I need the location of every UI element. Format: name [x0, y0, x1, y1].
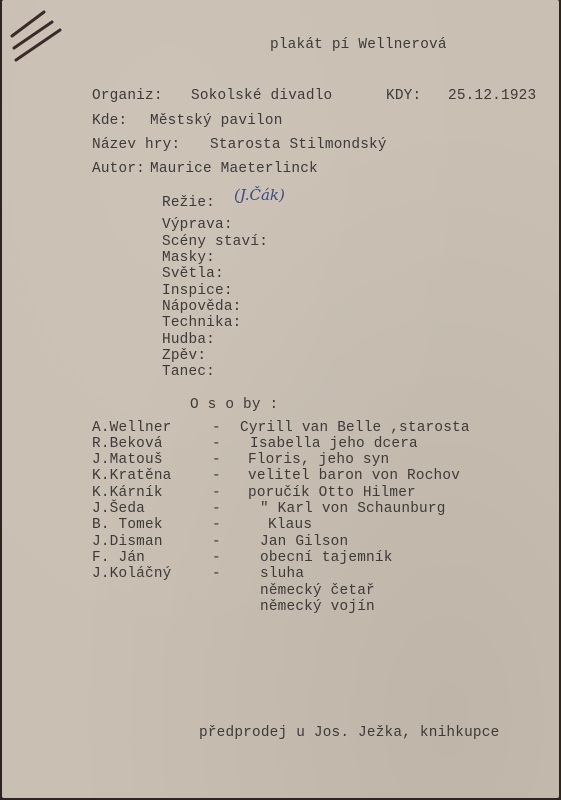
cast-role: Jan Gilson: [260, 534, 349, 550]
crew-item: Zpěv:: [162, 348, 207, 364]
cast-dash: -: [212, 566, 221, 582]
cast-actor: J.Disman: [92, 534, 163, 550]
crew-item: Světla:: [162, 266, 224, 282]
crew-item: Masky:: [162, 250, 216, 266]
crew-item: Inspice:: [162, 283, 233, 299]
cast-dash: -: [212, 534, 221, 550]
cast-role: obecní tajemník: [260, 550, 393, 566]
cast-dash: -: [212, 420, 221, 436]
crew-item: Scény staví:: [162, 234, 269, 250]
organizer-value: Sokolské divadlo: [191, 88, 333, 104]
cast-dash: -: [212, 485, 221, 501]
cast-actor: K.Kratěna: [92, 468, 172, 484]
cast-dash: -: [212, 517, 221, 533]
cast-role: velitel baron von Rochov: [248, 468, 461, 484]
crew-item: Nápověda:: [162, 299, 242, 315]
cast-dash: -: [212, 468, 221, 484]
cast-actor: J.Matouš: [92, 452, 163, 468]
author-value: Maurice Maeterlinck: [150, 161, 318, 177]
play-title-label: Název hry:: [92, 137, 181, 153]
venue-value: Městský pavilon: [150, 113, 283, 129]
cast-dash: -: [212, 436, 221, 452]
director-label: Režie:: [162, 195, 216, 211]
diagonal-strike-mark: [8, 8, 68, 68]
author-label: Autor:: [92, 161, 146, 177]
cast-dash: -: [212, 550, 221, 566]
poster-title: plakát pí Wellnerová: [270, 37, 447, 53]
cast-role: Klaus: [268, 517, 313, 533]
cast-role: Isabella jeho dcera: [250, 436, 418, 452]
cast-role: sluha: [260, 566, 305, 582]
cast-actor: J.Šeda: [92, 501, 146, 517]
cast-extra-role: německý vojín: [260, 599, 375, 615]
cast-role: " Karl von Schaunburg: [260, 501, 446, 517]
cast-actor: K.Kárník: [92, 485, 163, 501]
cast-role: Cyrill van Belle ,starosta: [240, 420, 470, 436]
cast-actor: F. Ján: [92, 550, 146, 566]
cast-actor: J.Koláčný: [92, 566, 172, 582]
cast-heading: O s o by :: [190, 397, 279, 413]
cast-role: poručík Otto Hilmer: [248, 485, 416, 501]
date-label: KDY:: [386, 88, 422, 104]
date-value: 25.12.1923: [448, 88, 537, 104]
organizer-label: Organiz:: [92, 88, 163, 104]
crew-item: Výprava:: [162, 217, 233, 233]
cast-dash: -: [212, 452, 221, 468]
index-card: [2, 0, 559, 798]
cast-extra-role: německý četař: [260, 583, 375, 599]
cast-actor: B. Tomek: [92, 517, 163, 533]
crew-item: Hudba:: [162, 332, 216, 348]
cast-actor: A.Wellner: [92, 420, 172, 436]
crew-item: Technika:: [162, 315, 242, 331]
venue-label: Kde:: [92, 113, 128, 129]
crew-item: Tanec:: [162, 364, 216, 380]
cast-role: Floris, jeho syn: [248, 452, 390, 468]
presale-note: předprodej u Jos. Ježka, knihkupce: [199, 725, 500, 741]
director-handwritten: (J.Čák): [234, 186, 285, 204]
cast-dash: -: [212, 501, 221, 517]
play-title-value: Starosta Stilmondský: [210, 137, 387, 153]
cast-actor: R.Beková: [92, 436, 163, 452]
